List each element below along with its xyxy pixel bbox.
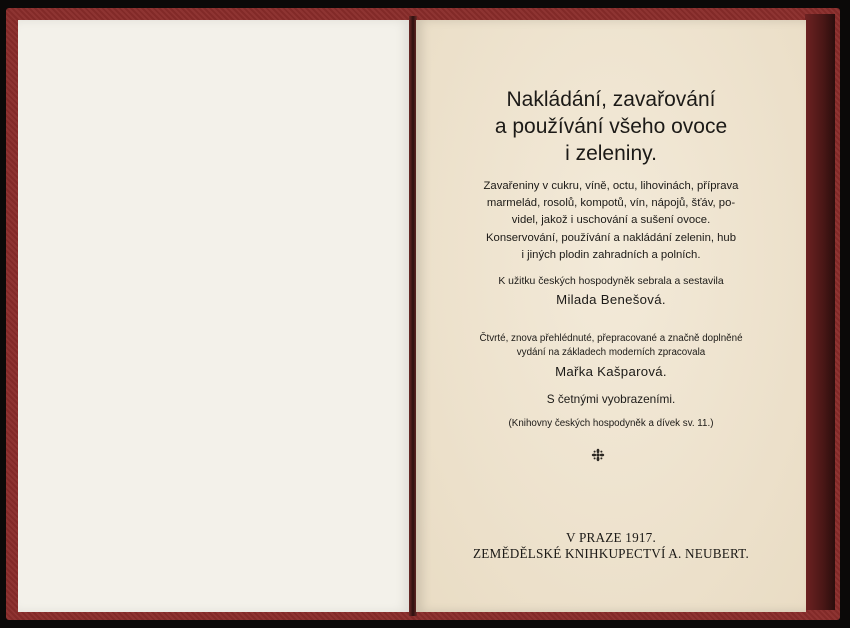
subtitle-line: Konservování, používání a nakládání zelenin, hub [486,232,736,244]
edition-note-line: vydání na základech moderních zpracovala [516,347,706,358]
title-line: i zeleniny. [565,142,657,165]
subtitle-line: marmelád, rosolů, kompotů, vín, nápojů, šťáv, po- [486,197,736,209]
series-note: (Knihovny českých hospodyněk a dívek sv. 11.) [508,418,714,429]
title-line: a používání všeho ovoce [494,115,728,138]
editor-name: Mařka Kašparová. [555,364,667,379]
flower-ornament-icon [591,448,605,462]
book-title [416,86,806,167]
subtitle-paragraph-2 [416,230,806,264]
cover-edge [805,14,835,610]
subtitle-line: Zavařeniny v cukru, víně, octu, lihovinách, příprava [483,180,739,192]
illustrations-note: S četnými vyobrazeními. [546,392,676,406]
credit-line: K užitku českých hospodyněk sebrala a sestavila [498,276,724,287]
author-name: Milada Benešová. [556,292,666,307]
edition-note-line: Čtvrté, znova přehlédnuté, přepracované a značně doplněné [479,333,743,344]
subtitle-line: i jiných plodin zahradních a polních. [521,249,701,261]
publisher-imprint [416,530,806,562]
left-blank-page [18,20,410,612]
imprint-line: V PRAZE 1917. [566,530,656,545]
subtitle-line: videl, jakož i uschování a sušení ovoce. [511,214,711,226]
title-line: Nakládání, zavařování [506,88,716,111]
subtitle-paragraph-1 [416,178,806,229]
edition-note [416,332,806,360]
imprint-line: ZEMĚDĚLSKÉ KNIHKUPECTVÍ A. NEUBERT. [473,546,749,561]
title-page [416,20,806,612]
